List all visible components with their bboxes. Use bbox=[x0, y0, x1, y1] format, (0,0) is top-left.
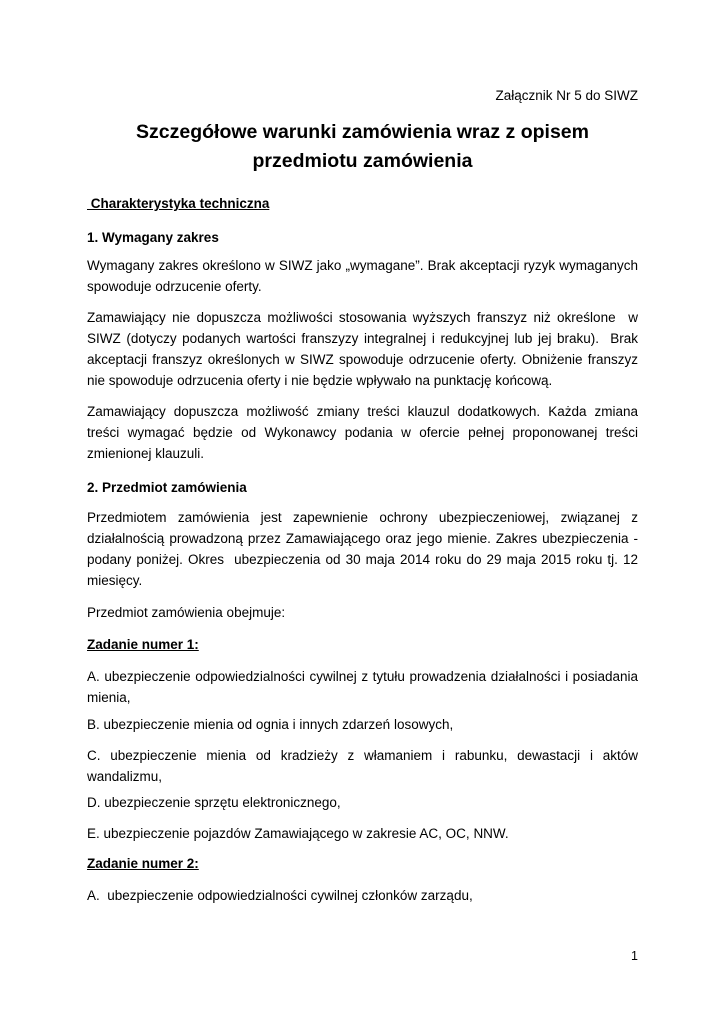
scope-label: Przedmiot zamówienia obejmuje: bbox=[87, 605, 286, 620]
section-1-heading: 1. Wymagany zakres bbox=[87, 230, 219, 245]
page-number: 1 bbox=[631, 949, 638, 963]
annex-label: Załącznik Nr 5 do SIWZ bbox=[495, 88, 638, 103]
task-1-item: A. ubezpieczenie odpowiedzialności cywilnej z tytułu prowadzenia działalności i posiadania mienia, bbox=[87, 669, 638, 705]
task-2-item: A. ubezpieczenie odpowiedzialności cywilnej członków zarządu, bbox=[87, 888, 473, 903]
title-line-1: Szczegółowe warunki zamówienia wraz z opisem bbox=[136, 121, 589, 143]
title-line-2: przedmiotu zamówienia bbox=[252, 150, 473, 172]
task-2-heading: Zadanie numer 2: bbox=[87, 856, 199, 871]
task-1-item: C. ubezpieczenie mienia od kradzieży z włamaniem i rabunku, dewastacji i aktów wandalizmu, bbox=[87, 748, 638, 784]
section-2-paragraph: Przedmiotem zamówienia jest zapewnienie ochrony ubezpieczeniowej, związanej z działalnością prowadzoną przez Zamawiającego oraz jego mienie. Zakres ubezpieczenia - podany poniżej. Okres ubezpieczenia od 30 maja 2014 roku do 29 maja 2015 roku tj. 12 miesięcy. bbox=[87, 510, 642, 588]
section-2-heading: 2. Przedmiot zamówienia bbox=[87, 480, 247, 495]
task-1-item: D. ubezpieczenie sprzętu elektronicznego, bbox=[87, 795, 341, 810]
section-1-paragraph: Zamawiający nie dopuszcza możliwości stosowania wyższych franszyz niż określone w SIWZ (dotyczy podanych wartości franszyzy integralnej i redukcyjnej lub jej braku). Brak akceptacji franszyz określonych w SIWZ spowoduje odrzucenie oferty. Obniżenie franszyz nie spowoduje odrzucenia oferty i nie będzie wpływało na punktację końcową. bbox=[87, 310, 642, 388]
section-technical-heading: Charakterystyka techniczna bbox=[87, 196, 270, 211]
section-1-paragraph: Wymagany zakres określono w SIWZ jako „wymagane”. Brak akceptacji ryzyk wymaganych spowoduje odrzucenie oferty. bbox=[87, 258, 638, 294]
task-1-item: E. ubezpieczenie pojazdów Zamawiającego w zakresie AC, OC, NNW. bbox=[87, 826, 509, 841]
task-1-heading: Zadanie numer 1: bbox=[87, 637, 199, 652]
task-1-item: B. ubezpieczenie mienia od ognia i innych zdarzeń losowych, bbox=[87, 717, 454, 732]
section-1-paragraph: Zamawiający dopuszcza możliwość zmiany treści klauzul dodatkowych. Każda zmiana treści wymagać będzie od Wykonawcy podania w ofercie pełnej proponowanej treści zmienionej klauzuli. bbox=[87, 404, 638, 461]
document-title bbox=[87, 118, 638, 176]
